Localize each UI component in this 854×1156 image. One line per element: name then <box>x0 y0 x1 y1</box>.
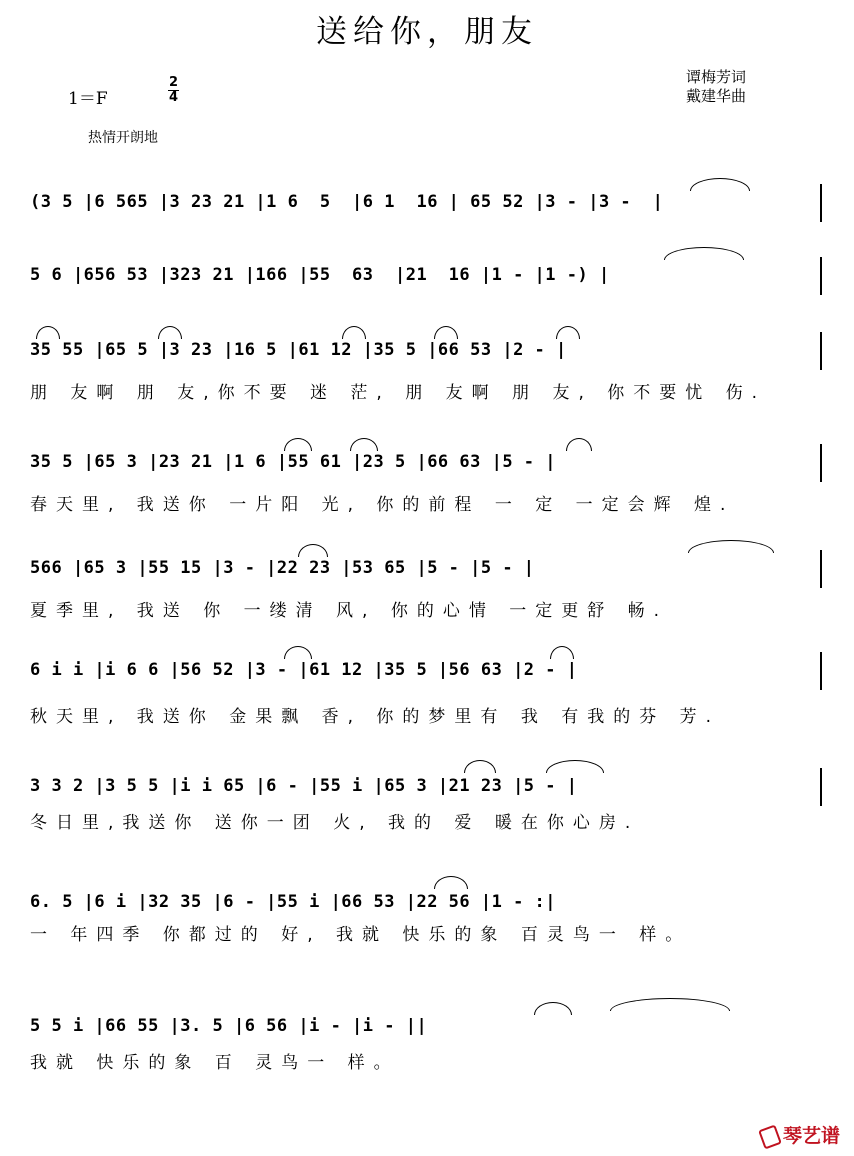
time-signature-top: 2 <box>168 75 179 90</box>
lyrics-row-8: 一 年四季 你都过的 好, 我就 快乐的象 百灵鸟一 样。 <box>30 925 692 945</box>
time-signature <box>168 77 179 104</box>
notes-row-9: 5 5 i |66 55 |3. 5 |6 56 |i - |i - || <box>30 1016 428 1036</box>
notes-row-1: (3 5 |6 565 |3 23 21 |1 6 5 |6 1 16 | 65 52 |3 - |3 - | <box>30 192 664 212</box>
lyrics-row-5: 夏季里, 我送 你 一缕清 风, 你的心情 一定更舒 畅. <box>30 601 669 621</box>
key-signature: 1＝F <box>68 89 108 109</box>
staff-row-6 <box>0 660 854 770</box>
notes-row-4: 35 5 |65 3 |23 21 |1 6 |55 61 |23 5 |66 63 |5 - | <box>30 452 557 472</box>
watermark-icon <box>758 1124 782 1149</box>
staff-row-3 <box>0 340 854 450</box>
notes-row-7: 3 3 2 |3 5 5 |i i 65 |6 - |55 i |65 3 |21 23 |5 - | <box>30 776 578 796</box>
watermark-text: 琴艺谱 <box>782 1125 840 1147</box>
notes-row-8: 6. 5 |6 i |32 35 |6 - |55 i |66 53 |22 56 |1 - :| <box>30 892 557 912</box>
composer: 戴建华曲 <box>686 87 747 105</box>
notes-row-2: 5 6 |656 53 |323 21 |166 |55 63 |21 16 |1 - |1 -) | <box>30 265 610 285</box>
lyrics-row-6: 秋天里, 我送你 金果飘 香, 你的梦里有 我 有我的芬 芳. <box>30 707 721 727</box>
lyrics-row-9: 我就 快乐的象 百 灵鸟一 样。 <box>30 1053 400 1073</box>
staff-row-5 <box>0 558 854 668</box>
staff-row-8 <box>0 892 854 1002</box>
lyrics-row-3: 朋 友啊 朋 友,你不要 迷 茫, 朋 友啊 朋 友, 你不要忧 伤. <box>30 383 767 403</box>
staff-row-9 <box>0 1016 854 1126</box>
time-signature-bottom: 4 <box>168 90 179 105</box>
lyrics-row-7: 冬日里,我送你 送你一团 火, 我的 爱 暖在你心房. <box>30 813 640 833</box>
lyricist: 谭梅芳词 <box>686 68 747 86</box>
watermark-logo <box>761 1121 840 1148</box>
notes-row-3: 35 55 |65 5 |3 23 |16 5 |61 12 |35 5 |66 53 |2 - | <box>30 340 567 360</box>
staff-row-7 <box>0 776 854 886</box>
tempo-marking: 热情开朗地 <box>88 130 158 146</box>
notes-row-6: 6 i i |i 6 6 |56 52 |3 - |61 12 |35 5 |56 63 |2 - | <box>30 660 578 680</box>
song-title: 送给你，朋友 <box>316 14 538 50</box>
notes-row-5: 566 |65 3 |55 15 |3 - |22 23 |53 65 |5 - |5 - | <box>30 558 535 578</box>
lyrics-row-4: 春天里, 我送你 一片阳 光, 你的前程 一 定 一定会辉 煌. <box>30 495 735 515</box>
